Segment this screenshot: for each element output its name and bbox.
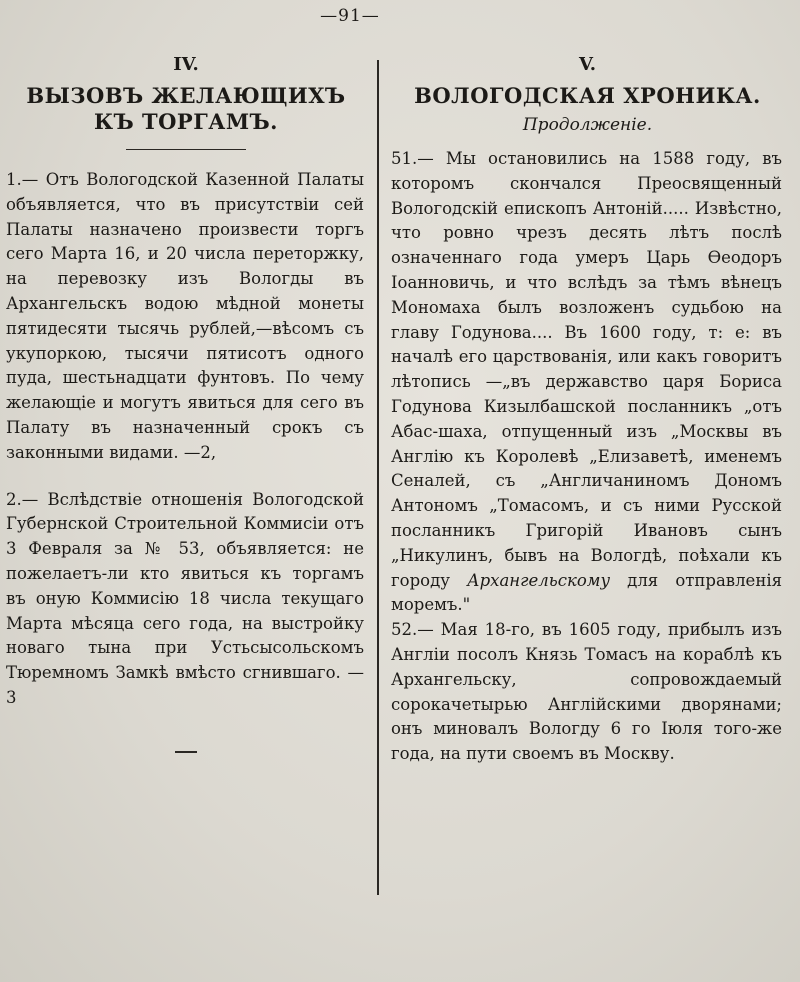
left-column [0, 50, 372, 753]
title-rule [126, 149, 246, 150]
page-number: —91— [320, 6, 380, 26]
notice-paragraph-1: 1.— Отъ Вологодской Казенной Палаты объявляется, что въ присутствіи сей Палаты назначено произвести торгъ сего Марта 16, и 20 числа переторжку, на перевозку изъ Вологды въ Архангельскъ водою мѣдной монеты пятидесяти тысячь рублей,—вѣсомъ съ укупоркою, тысячи пятисотъ одного пуда, шестьнадцати фунтовъ. По чему желающіе и могутъ явиться для сего въ Палату въ назначенный срокъ съ законными видами. —2, [6, 170, 364, 462]
section-numeral-v: V. [578, 54, 597, 75]
chronicle-51-tail: для отправленія моремъ." [391, 570, 782, 615]
section-numeral-iv: IV. [173, 54, 199, 75]
column-divider [377, 60, 379, 895]
paragraph-gap [0, 466, 372, 488]
chronicle-51-text: 51.— Мы остановились на 1588 году, въ которомъ скончался Преосвященный Вологодскій епископъ Антоній..... Извѣстно, что ровно чрезъ десять лѣтъ послѣ означеннаго года умеръ Царь Ѳеодоръ Іоанновичь, и что вслѣдъ за тѣмъ вѣнецъ Мономаха былъ возложенъ судьбою на главу Годунова.... Въ 1600 году, т: е: въ началѣ его царствованія, или какъ говоритъ лѣтопись —„въ державство царя Бориса Годунова Кизылбашской посланникъ „отъ Абас-шаха, отпущенный изъ „Москвы въ Англію къ Королевѣ „Елизаветѣ, именемъ Сеналей, съ „Англичаниномъ Дономъ Антономъ „Томасомъ, и съ ними Русской посланникъ Григорій Ивановъ сынъ „Никулинъ, бывъ на Вологдѣ, поѣхали къ городу [391, 149, 782, 590]
section-subtitle: Продолженіе. [522, 115, 653, 135]
section-title-tenders: ВЫЗОВЪ ЖЕЛАЮЩИХЪ КЪ ТОРГАМЪ. [26, 83, 346, 134]
end-rule [175, 751, 197, 753]
section-title-chronicle: ВОЛОГОДСКАЯ ХРОНИКА. [414, 83, 761, 108]
notice-paragraph-2: 2.— Вслѣдствіе отношенія Вологодской Губернской Строительной Коммисіи отъ 3 Февраля за № 53, объявляется: не пожелаетъ-ли кто явиться къ торгамъ въ оную Коммисію 18 числа текущаго Марта мѣсяца сего года, на выстройку новаго тына при Устьсысольскомъ Тюремномъ Замкѣ вмѣсто сгнившаго. —3 [6, 489, 364, 707]
right-column [385, 50, 790, 767]
chronicle-51-italic: Архангельскому [467, 570, 611, 590]
chronicle-paragraph-51 [391, 147, 782, 618]
chronicle-paragraph-52: 52.— Мая 18-го, въ 1605 году, прибылъ изъ Англіи посолъ Князь Томасъ на кораблѣ къ Архангельску, сопровождаемый сорокачетырью Англійскими дворянами; онъ миновалъ Вологду 6 го Іюля того-же года, на пути своемъ въ Москву. [391, 620, 782, 764]
